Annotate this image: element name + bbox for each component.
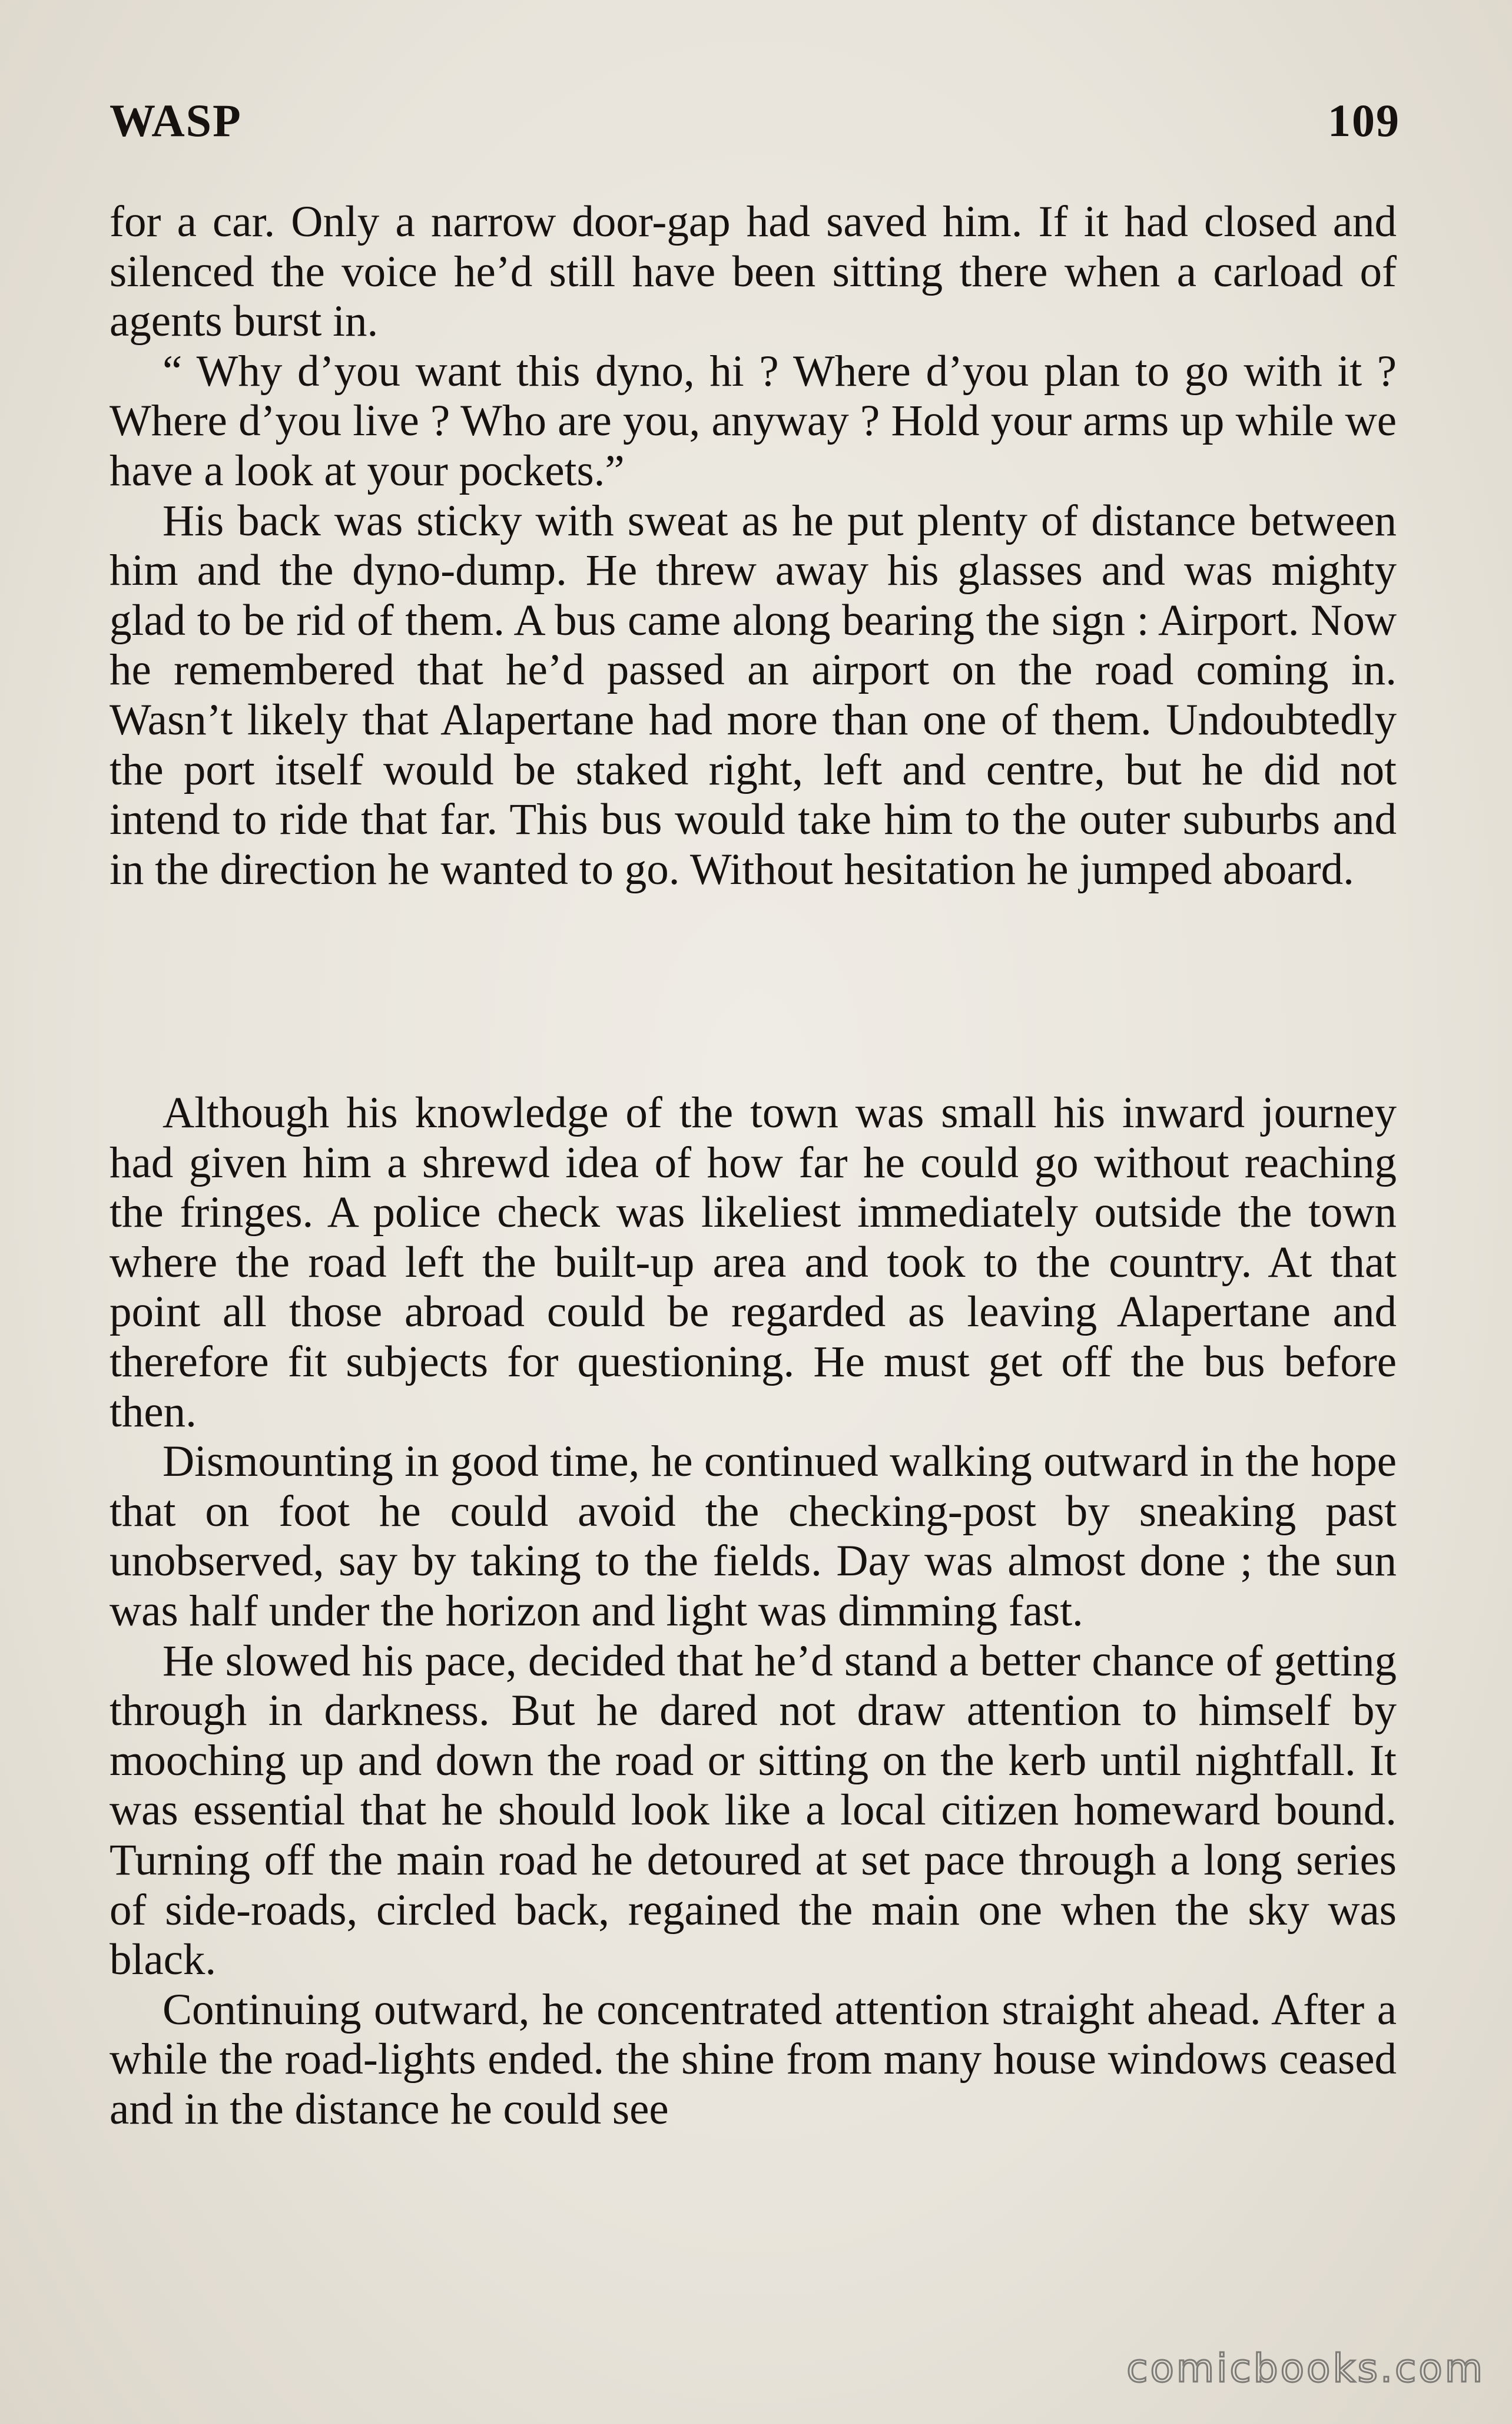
paragraph: His back was sticky with sweat as he put plenty of distance between him and the dyno-dump. He threw away his glasses and was mighty glad to be rid of them. A bus came along bearing the sign : Airport. Now he remembered that he’d passed an airport on the road coming in. Wasn’t likely that Alapertane had more than one of them. Undoubtedly the port itself would be staked right, left and centre, but he did not intend to ride that far. This bus would take him to the outer suburbs and in the direction he wanted to go. Without hesitation he jumped aboard. [110,496,1397,894]
paragraph: “ Why d’you want this dyno, hi ? Where d’you plan to go with it ? Where d’you live ? Who are you, anyway ? Hold your arms up while we have a look at your pockets.” [110,346,1397,495]
running-head [110,94,1400,159]
paragraph: He slowed his pace, decided that he’d stand a better chance of getting through in darkness. But he dared not draw attention to himself by mooching up and down the road or sitting on the kerb until nightfall. It was essential that he should look like a local citizen homeward bound. Turning off the main road he detoured at set pace through a long series of side-roads, circled back, regained the main one when the sky was black. [110,1636,1397,1985]
book-title: WASP [110,95,242,146]
paragraph: for a car. Only a narrow door-gap had saved him. If it had closed and silenced the voice he’d still have been sitting there when a carload of agents burst in. [110,197,1397,346]
text-section-2 [110,1088,1397,2134]
text-section-1 [110,197,1397,895]
paragraph: Continuing outward, he concentrated attention straight ahead. After a while the road-lights ended. the shine from many house windows ceased and in the distance he could see [110,1985,1397,2134]
page-number: 109 [1328,95,1400,146]
watermark: comicbooks.com [1126,2346,1485,2391]
paragraph: Dismounting in good time, he continued walking outward in the hope that on foot he could avoid the checking-post by sneaking past unobserved, say by taking to the fields. Day was almost done ; the sun was half under the horizon and light was dimming fast. [110,1437,1397,1635]
paragraph: Although his knowledge of the town was small his inward journey had given him a shrewd idea of how far he could go without reaching the fringes. A police check was likeliest immediately outside the town where the road left the built-up area and took to the country. At that point all those abroad could be regarded as leaving Alapertane and therefore fit subjects for questioning. He must get off the bus before then. [110,1088,1397,1436]
